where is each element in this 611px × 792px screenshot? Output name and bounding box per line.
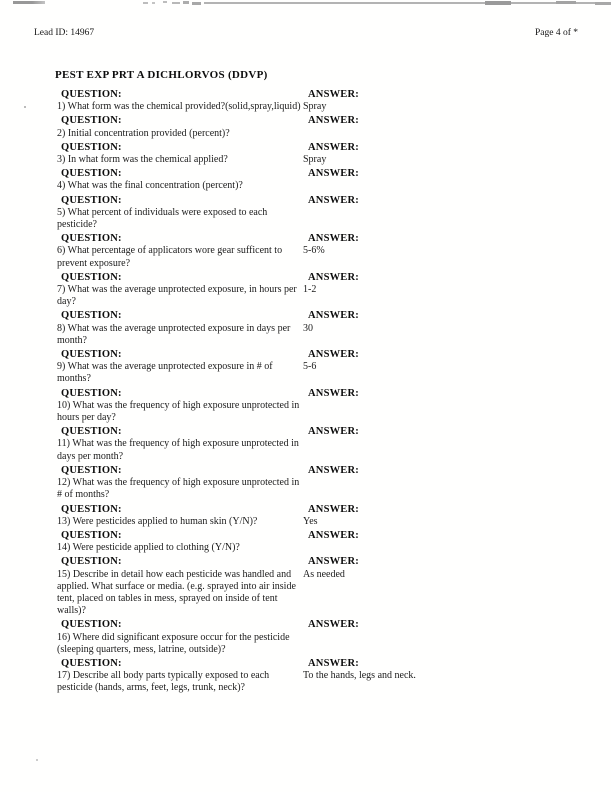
answer-text: 30 [303, 322, 313, 334]
answer-column [301, 168, 577, 192]
scan-artifact-dark-segment [595, 2, 611, 5]
answer-column [301, 349, 577, 386]
qa-block [57, 349, 577, 386]
answer-label: ANSWER: [308, 194, 359, 206]
question-text: 7) What was the average unprotected exposure, in hours per day? [57, 284, 297, 308]
answer-label: ANSWER: [308, 503, 359, 515]
question-label: QUESTION: [61, 310, 122, 322]
question-column [57, 349, 301, 386]
answer-text: 5-6 [303, 361, 317, 373]
question-column [57, 530, 301, 554]
qa-block [57, 465, 577, 502]
answer-column [301, 465, 577, 502]
question-text: 4) What was the final concentration (percent)? [57, 180, 243, 192]
answer-text: Yes [303, 515, 318, 527]
question-text: 2) Initial concentration provided (percent)? [57, 127, 230, 139]
question-text: 8) What was the average unprotected exposure in days per month? [57, 322, 291, 346]
answer-label: ANSWER: [308, 233, 359, 245]
answer-column [301, 556, 577, 617]
answer-label: ANSWER: [308, 426, 359, 438]
qa-block [57, 658, 577, 695]
question-label: QUESTION: [61, 657, 122, 669]
answer-label: ANSWER: [308, 310, 359, 322]
answer-label: ANSWER: [308, 271, 359, 283]
question-column [57, 504, 301, 528]
question-label: QUESTION: [61, 168, 122, 180]
question-text: 5) What percent of individuals were exposed to each pesticide? [57, 206, 268, 231]
scan-artifact-dash [152, 2, 155, 4]
qa-block [57, 115, 577, 139]
qa-block [57, 168, 577, 192]
qa-block [57, 89, 577, 113]
scan-artifact-dash [163, 1, 167, 3]
answer-text: As needed [303, 568, 345, 580]
answer-column [301, 310, 577, 347]
question-label: QUESTION: [61, 387, 122, 399]
answer-column [301, 619, 577, 656]
question-column [57, 142, 301, 166]
question-text: 16) Where did significant exposure occur for the pesticide (sleeping quarters, mess, latrine, outside)? [57, 631, 290, 655]
question-label: QUESTION: [61, 503, 122, 515]
page-header [34, 27, 578, 39]
question-text: 11) What was the frequency of high exposure unprotected in days per month? [57, 438, 299, 462]
answer-text: To the hands, legs and neck. [303, 670, 416, 682]
scan-artifact-top-line [204, 2, 611, 4]
question-text: 9) What was the average unprotected exposure in # of months? [57, 361, 273, 385]
answer-label: ANSWER: [308, 529, 359, 541]
answer-label: ANSWER: [308, 556, 359, 568]
answer-text: 5-6% [303, 245, 325, 257]
answer-column [301, 233, 577, 270]
question-column [57, 89, 301, 113]
scan-artifact-dash [143, 2, 148, 4]
question-label: QUESTION: [61, 233, 122, 245]
question-label: QUESTION: [61, 464, 122, 476]
answer-label: ANSWER: [308, 141, 359, 153]
qa-block [57, 388, 577, 425]
answer-label: ANSWER: [308, 115, 359, 127]
question-label: QUESTION: [61, 271, 122, 283]
question-column [57, 619, 301, 656]
answer-column [301, 115, 577, 139]
qa-block [57, 504, 577, 528]
answer-column [301, 504, 577, 528]
scan-artifact-dash [192, 2, 201, 5]
question-label: QUESTION: [61, 556, 122, 568]
qa-block [57, 530, 577, 554]
answer-column [301, 388, 577, 425]
answer-column [301, 530, 577, 554]
qa-block [57, 426, 577, 463]
question-column [57, 426, 301, 463]
answer-label: ANSWER: [308, 168, 359, 180]
qa-block [57, 233, 577, 270]
scan-artifact-dark-segment [485, 1, 511, 5]
qa-block [57, 272, 577, 309]
question-column [57, 233, 301, 270]
question-column [57, 310, 301, 347]
qa-block [57, 195, 577, 232]
question-label: QUESTION: [61, 194, 122, 206]
question-text: 3) In what form was the chemical applied? [57, 154, 228, 166]
question-column [57, 465, 301, 502]
answer-label: ANSWER: [308, 464, 359, 476]
answer-text: Spray [303, 154, 327, 166]
answer-label: ANSWER: [308, 89, 359, 100]
question-label: QUESTION: [61, 89, 122, 100]
page-number: Page 4 of * [534, 28, 578, 38]
question-text: 12) What was the frequency of high exposure unprotected in # of months? [57, 477, 300, 501]
question-text: 6) What percentage of applicators wore gear sufficent to prevent exposure? [57, 245, 283, 269]
question-text: 17) Describe all body parts typically exposed to each pesticide (hands, arms, feet, legs, trunk, neck)? [57, 670, 270, 694]
question-label: QUESTION: [61, 426, 122, 438]
question-column [57, 195, 301, 232]
qa-block [57, 619, 577, 656]
answer-column [301, 426, 577, 463]
question-label: QUESTION: [61, 349, 122, 361]
question-label: QUESTION: [61, 619, 122, 631]
answer-column [301, 272, 577, 309]
answer-column [301, 89, 577, 113]
question-column [57, 556, 301, 617]
question-text: 10) What was the frequency of high exposure unprotected in hours per day? [57, 399, 300, 424]
answer-column [301, 195, 577, 232]
lead-id: Lead ID: 14967 [34, 28, 95, 38]
qa-block [57, 310, 577, 347]
qa-list [57, 89, 577, 697]
question-label: QUESTION: [61, 529, 122, 541]
scan-artifact-speck [36, 759, 38, 761]
document-title: PEST EXP PRT A DICHLORVOS (DDVP) [55, 69, 268, 81]
answer-column [301, 658, 577, 695]
scan-artifact-dark-segment [556, 1, 576, 4]
question-column [57, 272, 301, 309]
question-text: 14) Were pesticide applied to clothing (Y/N)? [57, 542, 240, 554]
qa-block [57, 556, 577, 617]
answer-label: ANSWER: [308, 349, 359, 361]
scan-artifact-dash [183, 1, 189, 4]
qa-block [57, 142, 577, 166]
question-column [57, 658, 301, 695]
question-label: QUESTION: [61, 141, 122, 153]
scan-artifact-speck [24, 106, 26, 108]
answer-label: ANSWER: [308, 657, 359, 669]
answer-label: ANSWER: [308, 387, 359, 399]
question-column [57, 388, 301, 425]
question-text: 1) What form was the chemical provided?(solid,spray,liquid) [57, 101, 301, 113]
question-text: 13) Were pesticides applied to human skin (Y/N)? [57, 515, 258, 527]
scan-artifact-left-mark [13, 1, 45, 4]
scan-artifact-dash [172, 2, 180, 4]
question-column [57, 168, 301, 192]
question-label: QUESTION: [61, 115, 122, 127]
answer-text: Spray [303, 101, 327, 113]
answer-column [301, 142, 577, 166]
question-text: 15) Describe in detail how each pesticide was handled and applied. What surface or media. (e.g. sprayed into air inside tent, placed on tables in mess, sprayed on inside of tent walls)? [57, 568, 296, 617]
answer-text: 1-2 [303, 284, 317, 296]
question-column [57, 115, 301, 139]
answer-label: ANSWER: [308, 619, 359, 631]
